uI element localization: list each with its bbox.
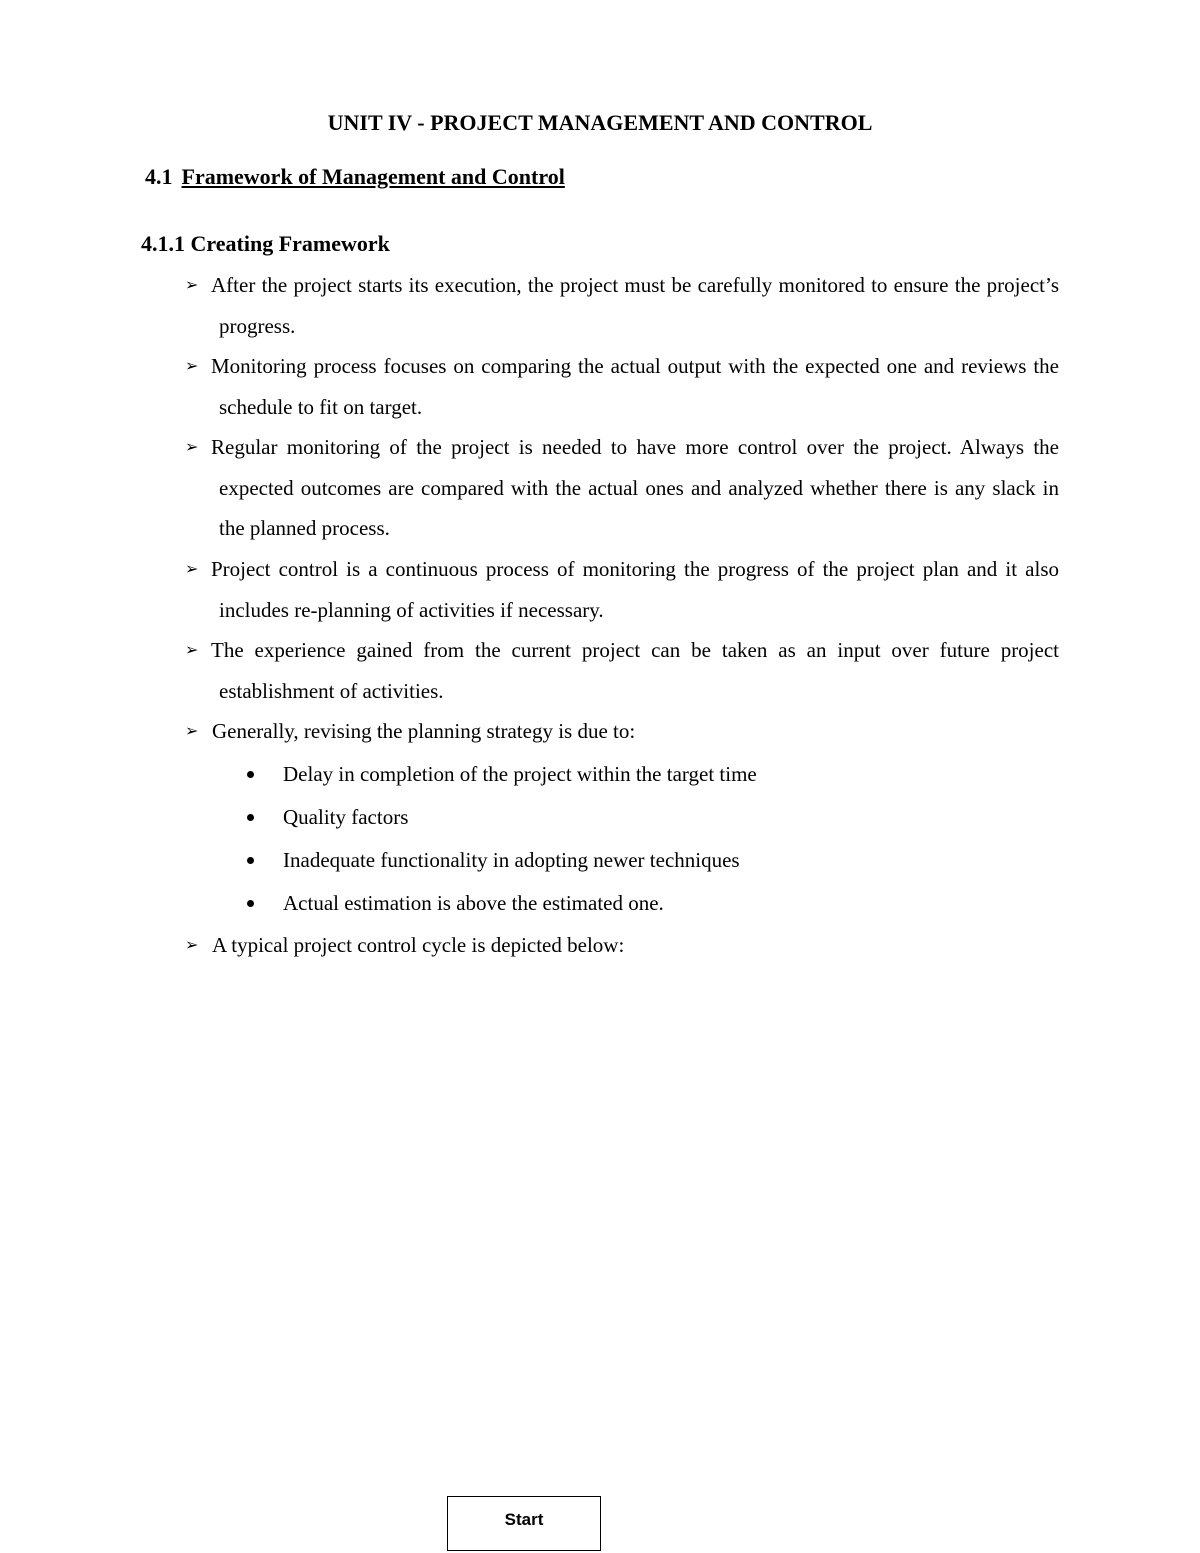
bullet-dot-icon <box>247 771 254 778</box>
point-text: Regular monitoring of the project is needed to have more control over the project. Always the expected outcomes are compared with the actual ones and analyzed whether there is any slack in the planned process. <box>211 435 1059 540</box>
reason-text: Delay in completion of the project within the target time <box>283 762 757 786</box>
reason-item <box>247 889 664 917</box>
point-text: Project control is a continuous process of monitoring the progress of the project plan and it also includes re-planning of activities if necessary. <box>211 557 1059 622</box>
arrow-bullet-icon: ➢ <box>185 437 199 456</box>
arrow-bullet-icon: ➢ <box>185 721 199 740</box>
section-number: 4.1 <box>145 164 173 189</box>
point-text: After the project starts its execution, the project must be carefully monitored to ensure the project’s progress. <box>211 273 1059 338</box>
reason-item <box>247 760 757 788</box>
point-text: A typical project control cycle is depicted below: <box>212 933 625 957</box>
arrow-point <box>185 630 1059 711</box>
diagram-start-box <box>447 1496 601 1551</box>
arrow-point <box>185 265 1059 346</box>
reason-item <box>247 846 740 874</box>
reason-text: Inadequate functionality in adopting newer techniques <box>283 848 740 872</box>
reason-text: Actual estimation is above the estimated one. <box>283 891 664 915</box>
arrow-bullet-icon: ➢ <box>185 275 199 294</box>
reason-item <box>247 803 408 831</box>
arrow-bullet-icon: ➢ <box>185 559 199 578</box>
reason-text: Quality factors <box>283 805 409 829</box>
arrow-point <box>185 549 1059 630</box>
start-label: Start <box>504 1509 544 1529</box>
point-text: Generally, revising the planning strategy is due to: <box>212 719 636 743</box>
bullet-dot-icon <box>247 857 254 864</box>
arrow-point <box>185 427 1059 549</box>
arrow-bullet-icon: ➢ <box>185 640 199 659</box>
arrow-point <box>185 925 1059 966</box>
arrow-point <box>185 711 1059 752</box>
bullet-dot-icon <box>247 900 254 907</box>
bullet-dot-icon <box>247 814 254 821</box>
point-text: Monitoring process focuses on comparing the actual output with the expected one and reviews the schedule to fit on target. <box>211 354 1059 419</box>
point-text: The experience gained from the current project can be taken as an input over future project establishment of activities. <box>211 638 1059 703</box>
arrow-point <box>185 346 1059 427</box>
subsection-heading: 4.1.1 Creating Framework <box>141 231 390 256</box>
section-heading <box>145 163 565 191</box>
arrow-bullet-icon: ➢ <box>185 935 199 954</box>
section-title: Framework of Management and Control <box>181 164 565 189</box>
unit-title: UNIT IV - PROJECT MANAGEMENT AND CONTROL <box>327 110 873 135</box>
arrow-bullet-icon: ➢ <box>185 356 199 375</box>
